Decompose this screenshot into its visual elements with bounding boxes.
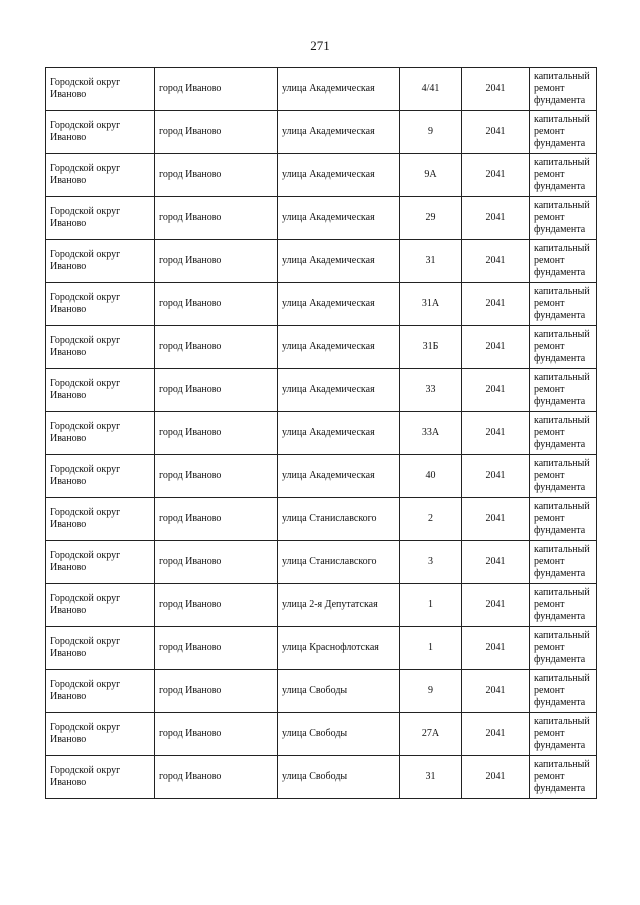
page-number: 271	[310, 38, 330, 53]
table-row	[46, 541, 597, 584]
house-number-cell: 33	[400, 369, 462, 412]
street-cell: улица Академическая	[278, 369, 400, 412]
table-row	[46, 111, 597, 154]
work-type-cell: капитальный ремонт фундамента	[530, 627, 597, 670]
table-row	[46, 68, 597, 111]
year-cell: 2041	[462, 584, 530, 627]
house-number-cell: 1	[400, 584, 462, 627]
street-cell: улица Академическая	[278, 412, 400, 455]
house-number-cell: 3	[400, 541, 462, 584]
table-row	[46, 498, 597, 541]
street-cell: улица 2-я Депутатская	[278, 584, 400, 627]
city-cell: город Иваново	[155, 154, 278, 197]
year-cell: 2041	[462, 541, 530, 584]
table-row	[46, 369, 597, 412]
district-cell: Городской округ Иваново	[46, 283, 155, 326]
table-row	[46, 412, 597, 455]
year-cell: 2041	[462, 498, 530, 541]
work-type-cell: капитальный ремонт фундамента	[530, 154, 597, 197]
work-type-cell: капитальный ремонт фундамента	[530, 713, 597, 756]
work-type-cell: капитальный ремонт фундамента	[530, 369, 597, 412]
house-number-cell: 31Б	[400, 326, 462, 369]
city-cell: город Иваново	[155, 584, 278, 627]
city-cell: город Иваново	[155, 283, 278, 326]
house-number-cell: 31	[400, 756, 462, 799]
city-cell: город Иваново	[155, 369, 278, 412]
year-cell: 2041	[462, 627, 530, 670]
street-cell: улица Академическая	[278, 240, 400, 283]
table-body	[46, 68, 597, 799]
house-number-cell: 9А	[400, 154, 462, 197]
street-cell: улица Станиславского	[278, 498, 400, 541]
house-number-cell: 40	[400, 455, 462, 498]
district-cell: Городской округ Иваново	[46, 627, 155, 670]
city-cell: город Иваново	[155, 670, 278, 713]
table-row	[46, 326, 597, 369]
district-cell: Городской округ Иваново	[46, 412, 155, 455]
district-cell: Городской округ Иваново	[46, 326, 155, 369]
district-cell: Городской округ Иваново	[46, 670, 155, 713]
street-cell: улица Академическая	[278, 455, 400, 498]
year-cell: 2041	[462, 111, 530, 154]
city-cell: город Иваново	[155, 627, 278, 670]
house-number-cell: 9	[400, 670, 462, 713]
city-cell: город Иваново	[155, 541, 278, 584]
street-cell: улица Академическая	[278, 283, 400, 326]
year-cell: 2041	[462, 713, 530, 756]
table-row	[46, 584, 597, 627]
table-row	[46, 240, 597, 283]
work-type-cell: капитальный ремонт фундамента	[530, 111, 597, 154]
district-cell: Городской округ Иваново	[46, 713, 155, 756]
work-type-cell: капитальный ремонт фундамента	[530, 68, 597, 111]
work-type-cell: капитальный ремонт фундамента	[530, 541, 597, 584]
city-cell: город Иваново	[155, 326, 278, 369]
table-row	[46, 283, 597, 326]
work-type-cell: капитальный ремонт фундамента	[530, 197, 597, 240]
house-number-cell: 29	[400, 197, 462, 240]
work-type-cell: капитальный ремонт фундамента	[530, 670, 597, 713]
district-cell: Городской округ Иваново	[46, 154, 155, 197]
city-cell: город Иваново	[155, 111, 278, 154]
house-number-cell: 4/41	[400, 68, 462, 111]
street-cell: улица Академическая	[278, 111, 400, 154]
year-cell: 2041	[462, 326, 530, 369]
street-cell: улица Свободы	[278, 713, 400, 756]
house-number-cell: 33А	[400, 412, 462, 455]
street-cell: улица Станиславского	[278, 541, 400, 584]
street-cell: улица Академическая	[278, 68, 400, 111]
district-cell: Городской округ Иваново	[46, 68, 155, 111]
district-cell: Городской округ Иваново	[46, 455, 155, 498]
district-cell: Городской округ Иваново	[46, 584, 155, 627]
work-type-cell: капитальный ремонт фундамента	[530, 584, 597, 627]
year-cell: 2041	[462, 369, 530, 412]
year-cell: 2041	[462, 670, 530, 713]
work-type-cell: капитальный ремонт фундамента	[530, 756, 597, 799]
house-number-cell: 2	[400, 498, 462, 541]
year-cell: 2041	[462, 455, 530, 498]
work-type-cell: капитальный ремонт фундамента	[530, 498, 597, 541]
table-row	[46, 154, 597, 197]
city-cell: город Иваново	[155, 713, 278, 756]
house-number-cell: 27А	[400, 713, 462, 756]
house-number-cell: 31А	[400, 283, 462, 326]
table-row	[46, 455, 597, 498]
work-type-cell: капитальный ремонт фундамента	[530, 283, 597, 326]
house-number-cell: 9	[400, 111, 462, 154]
work-type-cell: капитальный ремонт фундамента	[530, 412, 597, 455]
city-cell: город Иваново	[155, 756, 278, 799]
table-row	[46, 756, 597, 799]
district-cell: Городской округ Иваново	[46, 111, 155, 154]
city-cell: город Иваново	[155, 240, 278, 283]
work-type-cell: капитальный ремонт фундамента	[530, 240, 597, 283]
city-cell: город Иваново	[155, 412, 278, 455]
year-cell: 2041	[462, 197, 530, 240]
work-type-cell: капитальный ремонт фундамента	[530, 455, 597, 498]
district-cell: Городской округ Иваново	[46, 541, 155, 584]
table-row	[46, 197, 597, 240]
street-cell: улица Свободы	[278, 756, 400, 799]
year-cell: 2041	[462, 756, 530, 799]
table-row	[46, 713, 597, 756]
district-cell: Городской округ Иваново	[46, 756, 155, 799]
district-cell: Городской округ Иваново	[46, 498, 155, 541]
street-cell: улица Академическая	[278, 154, 400, 197]
table-row	[46, 627, 597, 670]
work-type-cell: капитальный ремонт фундамента	[530, 326, 597, 369]
district-cell: Городской округ Иваново	[46, 240, 155, 283]
street-cell: улица Краснофлотская	[278, 627, 400, 670]
housing-repair-table	[45, 67, 597, 799]
district-cell: Городской округ Иваново	[46, 369, 155, 412]
city-cell: город Иваново	[155, 498, 278, 541]
year-cell: 2041	[462, 68, 530, 111]
house-number-cell: 31	[400, 240, 462, 283]
year-cell: 2041	[462, 154, 530, 197]
city-cell: город Иваново	[155, 455, 278, 498]
street-cell: улица Свободы	[278, 670, 400, 713]
city-cell: город Иваново	[155, 68, 278, 111]
district-cell: Городской округ Иваново	[46, 197, 155, 240]
city-cell: город Иваново	[155, 197, 278, 240]
year-cell: 2041	[462, 412, 530, 455]
house-number-cell: 1	[400, 627, 462, 670]
street-cell: улица Академическая	[278, 326, 400, 369]
table-row	[46, 670, 597, 713]
year-cell: 2041	[462, 283, 530, 326]
street-cell: улица Академическая	[278, 197, 400, 240]
year-cell: 2041	[462, 240, 530, 283]
